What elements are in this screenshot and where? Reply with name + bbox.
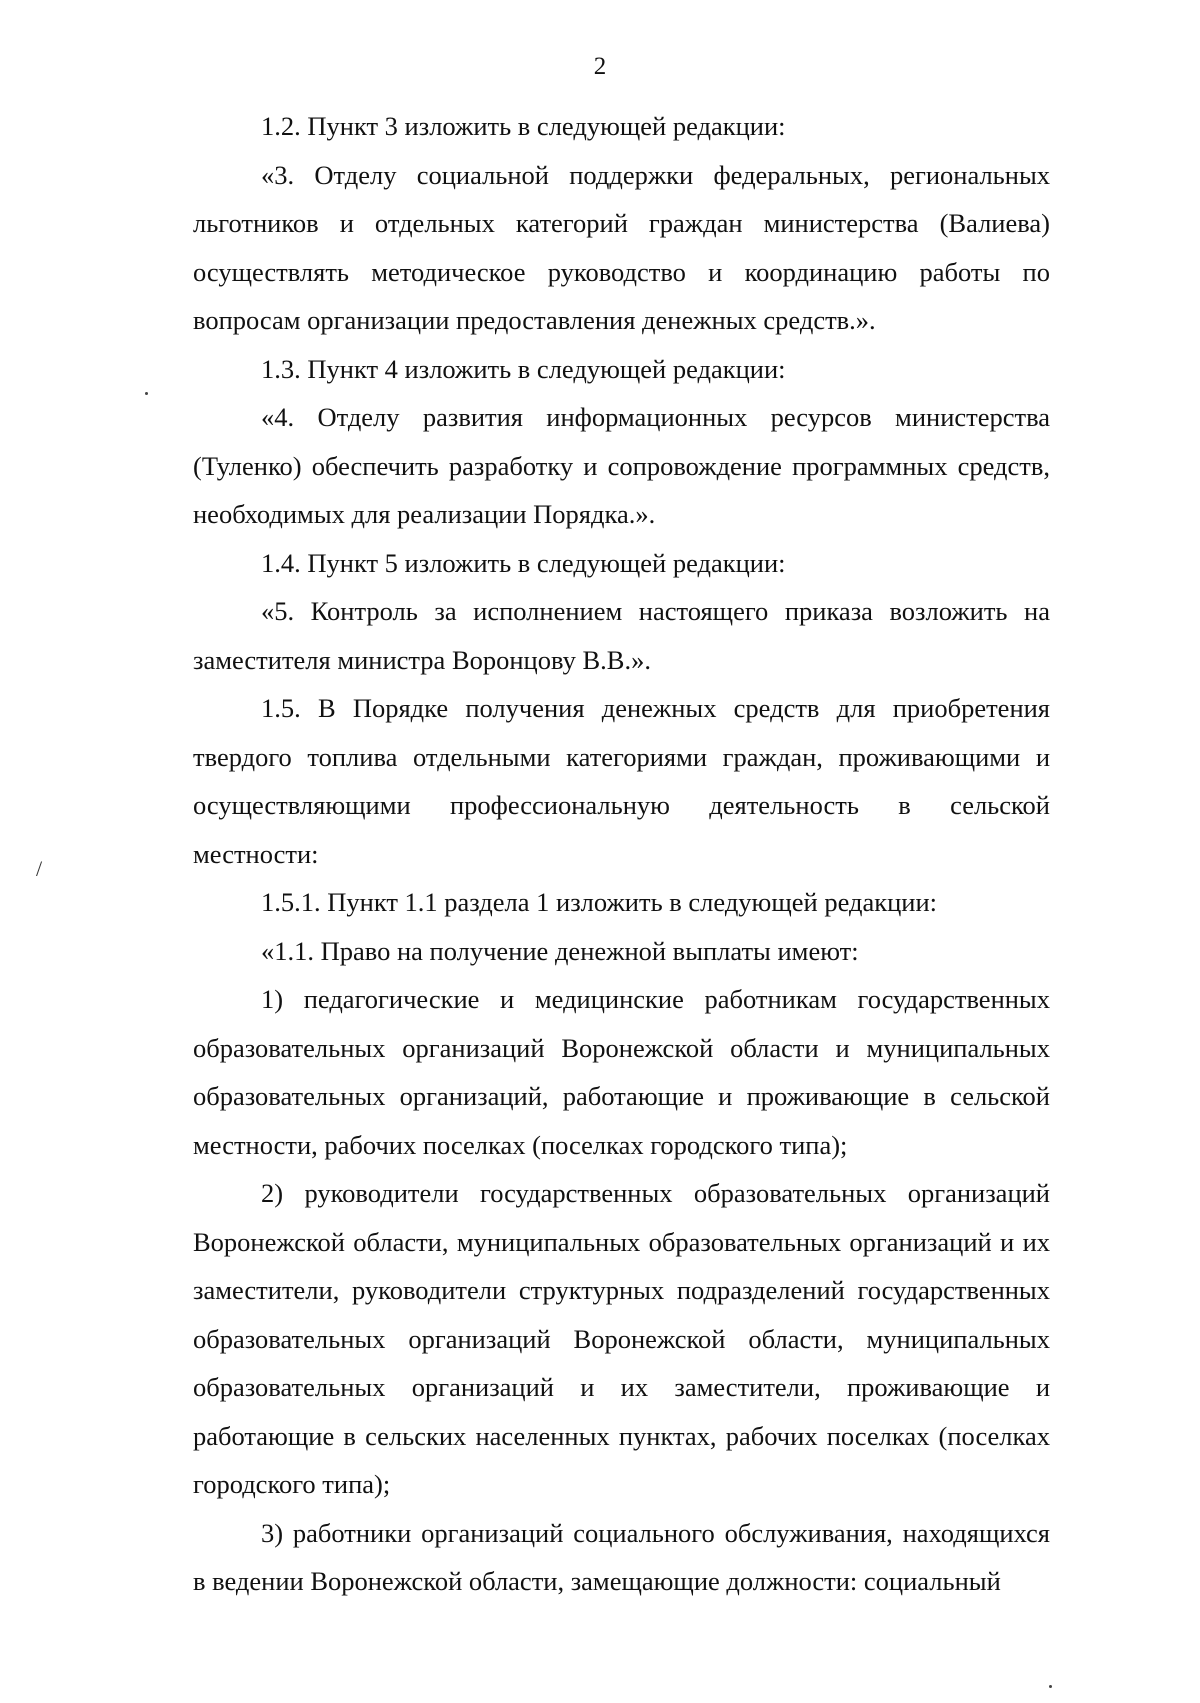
margin-pen-stroke: / xyxy=(36,856,43,881)
paragraph-item-4: «4. Отделу развития информационных ресурсов министерства (Туленко) обеспечить разработку и сопровождение программных средств, необходимых для реализации Порядка.». xyxy=(193,402,1050,529)
scan-speck xyxy=(1049,1685,1052,1688)
paragraph-1-5: 1.5. В Порядке получения денежных средств для приобретения твердого топлива отдельными категориями граждан, проживающими и осуществляющими профессиональную деятельность в сельской местности: xyxy=(193,693,1050,869)
list-item-1: 1) педагогические и медицинские работникам государственных образовательных организаций Воронежской области и муниципальных образовательных организаций, работающие и проживающие в сельской местности, рабочих поселках (поселках городского типа); xyxy=(193,984,1050,1160)
paragraph-item-5: «5. Контроль за исполнением настоящего приказа возложить на заместителя министра Воронцову В.В.». xyxy=(193,596,1050,675)
page-number: 2 xyxy=(593,53,607,80)
paragraph-1-2: 1.2. Пункт 3 изложить в следующей редакции: xyxy=(261,111,786,141)
paragraph-item-3: «3. Отделу социальной поддержки федеральных, региональных льготников и отдельных категорий граждан министерства (Валиева) осуществлять методическое руководство и координацию работы по вопросам организации предоставления денежных средств.». xyxy=(193,159,1050,335)
scan-speck xyxy=(145,392,148,395)
paragraph-1-3: 1.3. Пункт 4 изложить в следующей редакции: xyxy=(261,353,786,384)
paragraph-1-4: 1.4. Пункт 5 изложить в следующей редакции: xyxy=(261,547,786,578)
paragraph-1-5-1: 1.5.1. Пункт 1.1 раздела 1 изложить в следующей редакции: xyxy=(261,887,938,917)
document-body xyxy=(193,102,1050,1606)
list-item-2: 2) руководители государственных образовательных организаций Воронежской области, муниципальных образовательных организаций и их заместители, руководители структурных подразделений государственных образовательных организаций Воронежской области, муниципальных образовательных организаций и их заместители, проживающие и работающие в сельских населенных пунктах, рабочих поселках (поселках городского типа); xyxy=(193,1178,1050,1499)
list-item-3: 3) работники организаций социального обслуживания, находящихся в ведении Воронежской области, замещающие должности: социальный xyxy=(193,1517,1050,1596)
paragraph-item-1-1: «1.1. Право на получение денежной выплаты имеют: xyxy=(261,935,859,966)
